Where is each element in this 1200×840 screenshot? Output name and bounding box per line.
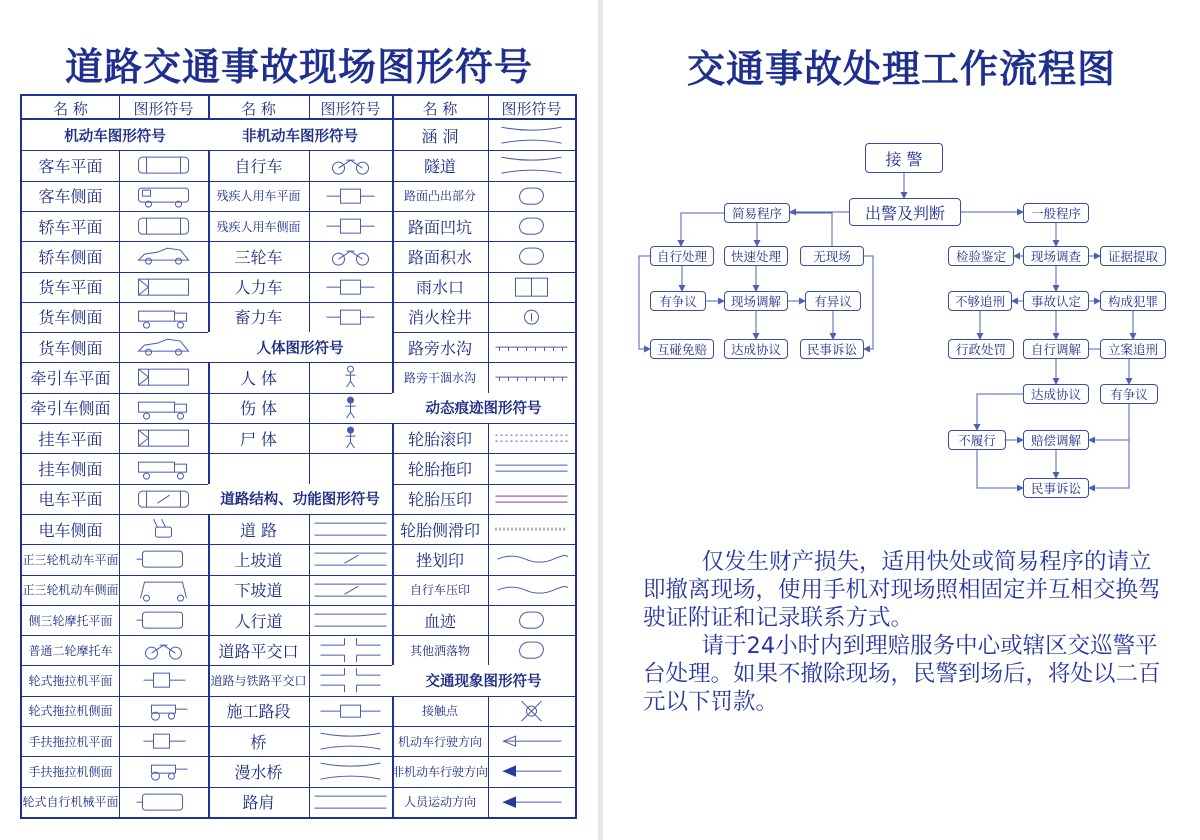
symbol-name: 桥 (250, 732, 267, 752)
shoulder-icon (309, 787, 392, 817)
symbol-name: 路面凸出部分 (403, 189, 476, 204)
symbol-name: 挂车侧面 (38, 459, 103, 479)
flow-node-bulvxing: 不履行 (948, 430, 1006, 450)
pothole-icon (488, 211, 575, 241)
symbol-name: 上坡道 (234, 550, 283, 570)
section-heading: 机动车图形符号 (22, 120, 208, 150)
symbol-name: 挫划印 (415, 550, 464, 570)
flow-node-hupeng: 互碰免赔 (650, 339, 714, 359)
notice-text (643, 548, 1173, 716)
symbol-name: 轮式拖拉机侧面 (28, 704, 113, 719)
symbol-name: 手扶拖拉机侧面 (28, 765, 113, 780)
section-heading: 动态痕迹图形符号 (392, 393, 575, 423)
symbol-name: 畜力车 (234, 308, 283, 328)
puddle-icon (488, 241, 575, 271)
tram-plan-icon (119, 484, 208, 514)
symbol-name: 电车侧面 (38, 520, 103, 540)
symbol-name: 手扶拖拉机平面 (28, 734, 113, 749)
symbol-name: 轿车平面 (38, 217, 103, 237)
symbol-name: 货车侧面 (38, 338, 103, 358)
hand-tractor-side-icon (119, 756, 208, 786)
flow-node-chujing: 出警及判断 (849, 198, 961, 226)
flow-node-minshi1: 民事诉讼 (800, 339, 864, 359)
symbol-name: 路面凹坑 (407, 217, 472, 237)
bicycle-icon (309, 150, 392, 180)
symbol-name: 残疾人用车平面 (216, 189, 301, 204)
symbol-name: 道路平交口 (218, 641, 299, 661)
symbol-name: 人行道 (234, 611, 283, 631)
motor-direction-icon (488, 726, 575, 756)
symbol-name: 轮胎滚印 (407, 429, 472, 449)
symbol-name: 人员运动方向 (403, 795, 476, 810)
symbol-name: 接触点 (421, 704, 458, 719)
left-page (0, 0, 598, 840)
symbol-name: 正三轮机动车平面 (22, 552, 119, 567)
corpse-icon (309, 423, 392, 453)
wheelchair-plan-icon (309, 181, 392, 211)
injured-icon (309, 393, 392, 423)
tricycle-plan-icon (119, 544, 208, 574)
right-page (603, 0, 1200, 840)
symbol-name: 路旁干涸水沟 (403, 371, 476, 386)
symbol-name: 货车平面 (38, 278, 103, 298)
truck-side-icon (119, 302, 208, 332)
symbol-name: 伤 体 (239, 399, 278, 419)
symbol-name: 道 路 (239, 520, 278, 540)
symbol-name: 三轮车 (234, 247, 283, 267)
symbol-name (208, 453, 309, 483)
trailer-side-icon (119, 453, 208, 483)
page-title: 道路交通事故现场图形符号 (64, 44, 533, 89)
tire-slide-icon (488, 514, 575, 544)
symbol-name: 轮式拖拉机平面 (28, 674, 113, 689)
machine-plan-icon (119, 787, 208, 817)
flow-node-jianyan: 检验鉴定 (948, 246, 1014, 266)
symbol-name: 轮胎压印 (407, 490, 472, 510)
symbol-name: 路肩 (242, 793, 275, 813)
tire-press-icon (488, 484, 575, 514)
symbol-name: 自行车 (234, 156, 283, 176)
flow-node-peichang: 赔偿调解 (1023, 430, 1089, 450)
intersection-icon (309, 635, 392, 665)
tram-side-icon (119, 514, 208, 544)
flow-node-zixing: 自行处理 (650, 246, 714, 266)
truck-plan-icon (119, 272, 208, 302)
bridge-icon (309, 726, 392, 756)
flow-node-xianchangdiaocha: 现场调查 (1023, 246, 1089, 266)
header-symbol: 图形符号 (501, 99, 562, 118)
symbol-name: 道路与铁路平交口 (210, 674, 307, 689)
handcart-icon (309, 272, 392, 302)
flow-node-lian: 立案追刑 (1100, 339, 1166, 359)
nonmotor-direction-icon (488, 756, 575, 786)
header-symbol: 图形符号 (133, 99, 194, 118)
pickup-side-icon (119, 332, 208, 362)
symbol-name: 路旁水沟 (407, 338, 472, 358)
flow-node-kuaisu: 快速处理 (724, 246, 788, 266)
symbol-name: 牵引车平面 (30, 369, 111, 389)
bike-press-icon (488, 575, 575, 605)
tire-drag-icon (488, 453, 575, 483)
scrape-icon (488, 544, 575, 574)
flooded-bridge-icon (309, 756, 392, 786)
flow-node-jiejing: 接 警 (865, 143, 943, 173)
flow-node-buguozhui: 不够追刑 (948, 291, 1012, 311)
car-side-icon (119, 241, 208, 271)
uphill-icon (309, 544, 392, 574)
header-name: 名 称 (53, 99, 88, 118)
symbol-name: 货车侧面 (38, 308, 103, 328)
symbol-name: 客车侧面 (38, 187, 103, 207)
flow-node-dacheng2: 达成协议 (1023, 384, 1089, 404)
symbol-name: 非机动车行驶方向 (392, 765, 488, 780)
symbol-name: 机动车行驶方向 (397, 734, 482, 749)
symbol-name: 电车平面 (38, 490, 103, 510)
symbol-name: 普通二轮摩托车 (28, 643, 113, 658)
sidewalk-icon (309, 605, 392, 635)
header-name: 名 称 (241, 99, 276, 118)
flow-node-yiban: 一般程序 (1023, 203, 1089, 223)
symbol-name: 轮胎侧滑印 (399, 520, 480, 540)
section-heading: 非机动车图形符号 (208, 120, 392, 150)
symbol-name: 侧三轮摩托平面 (28, 613, 113, 628)
flow-node-dacheng1: 达成协议 (724, 339, 788, 359)
dry-ditch-icon (488, 362, 575, 392)
flow-node-zixingtiaojie: 自行调解 (1023, 339, 1089, 359)
flow-node-zhengju: 证据提取 (1100, 246, 1166, 266)
symbol-name: 其他洒落物 (409, 643, 470, 658)
symbol-name: 消火栓井 (407, 308, 472, 328)
animal-cart-icon (309, 302, 392, 332)
notice-paragraph-1: 仅发生财产损失，适用快处或简易程序的请立即撤离现场，使用手机对现场照相固定并互相交换驾驶证附证和记录联系方式。 (643, 549, 1161, 631)
section-heading: 交通现象图形符号 (392, 665, 575, 695)
tractor-side-icon (119, 393, 208, 423)
symbol-table (20, 94, 577, 819)
symbol-name: 正三轮机动车侧面 (22, 583, 119, 598)
bump-icon (488, 181, 575, 211)
flow-node-xingzheng: 行政处罚 (948, 339, 1014, 359)
person-direction-icon (488, 787, 575, 817)
hydrant-icon (488, 302, 575, 332)
section-heading: 道路结构、功能图形符号 (208, 484, 392, 514)
car-plan-icon (119, 211, 208, 241)
contact-point-icon (488, 696, 575, 726)
flow-node-minshi2: 民事诉讼 (1023, 478, 1089, 498)
pedicab-icon (309, 241, 392, 271)
symbol-name: 涵 洞 (421, 126, 459, 146)
flow-node-xianchangtiaojie: 现场调解 (724, 291, 788, 311)
wheel-tractor-side-icon (119, 696, 208, 726)
notice-paragraph-2: 请于24小时内到理赔服务中心或辖区交巡警平台处理。如果不撤除现场，民警到场后，将处以二百元以下罚款。 (643, 633, 1161, 715)
symbol-name: 尸 体 (239, 429, 278, 449)
blood-icon (488, 605, 575, 635)
construction-icon (309, 696, 392, 726)
symbol-name: 下坡道 (234, 581, 283, 601)
ditch-icon (488, 332, 575, 362)
bus-plan-icon (119, 150, 208, 180)
flow-node-goucheng: 构成犯罪 (1100, 291, 1166, 311)
symbol-name: 自行车压印 (409, 583, 470, 598)
drain-icon (488, 272, 575, 302)
rail-crossing-icon (309, 665, 392, 695)
sidecar-plan-icon (119, 605, 208, 635)
tractor-plan-icon (119, 362, 208, 392)
wheelchair-side-icon (309, 211, 392, 241)
flow-node-jianyi: 简易程序 (724, 203, 790, 223)
symbol-name: 漫水桥 (234, 763, 283, 783)
flow-node-shigu: 事故认定 (1023, 291, 1089, 311)
symbol-name: 客车平面 (38, 156, 103, 176)
downhill-icon (309, 575, 392, 605)
symbol-name: 隧道 (423, 156, 456, 176)
symbol-name: 雨水口 (415, 278, 464, 298)
symbol-name: 残疾人用车侧面 (216, 219, 301, 234)
symbol-name: 路面积水 (407, 247, 472, 267)
symbol-name: 轮胎拖印 (407, 459, 472, 479)
tire-roll-icon (488, 423, 575, 453)
symbol-name: 轮式自行机械平面 (22, 795, 119, 810)
tricycle-side-icon (119, 575, 208, 605)
road-icon (309, 514, 392, 544)
flow-node-youzhengyi2: 有争议 (1100, 384, 1158, 404)
hand-tractor-plan-icon (119, 726, 208, 756)
wheel-tractor-plan-icon (119, 665, 208, 695)
symbol-name: 施工路段 (226, 702, 291, 722)
tunnel-icon (488, 150, 575, 180)
trailer-plan-icon (119, 423, 208, 453)
header-name: 名 称 (422, 99, 458, 118)
symbol-name: 人 体 (239, 369, 278, 389)
symbol-name: 人力车 (234, 278, 283, 298)
flow-node-youzhengyi1: 有争议 (650, 291, 706, 311)
debris-icon (488, 635, 575, 665)
motorcycle-icon (119, 635, 208, 665)
flow-node-wuxianchang: 无现场 (800, 246, 864, 266)
flow-node-youyiyi: 有异议 (805, 291, 861, 311)
culvert-icon (488, 120, 575, 150)
symbol-name: 轿车侧面 (38, 247, 103, 267)
header-symbol: 图形符号 (320, 99, 381, 118)
symbol-name: 挂车平面 (38, 429, 103, 449)
symbol-name: 牵引车侧面 (30, 399, 111, 419)
symbol-name: 血迹 (423, 611, 456, 631)
person-icon (309, 362, 392, 392)
bus-side-icon (119, 181, 208, 211)
section-heading: 人体图形符号 (208, 332, 392, 362)
flowchart-title: 交通事故处理工作流程图 (686, 46, 1116, 91)
